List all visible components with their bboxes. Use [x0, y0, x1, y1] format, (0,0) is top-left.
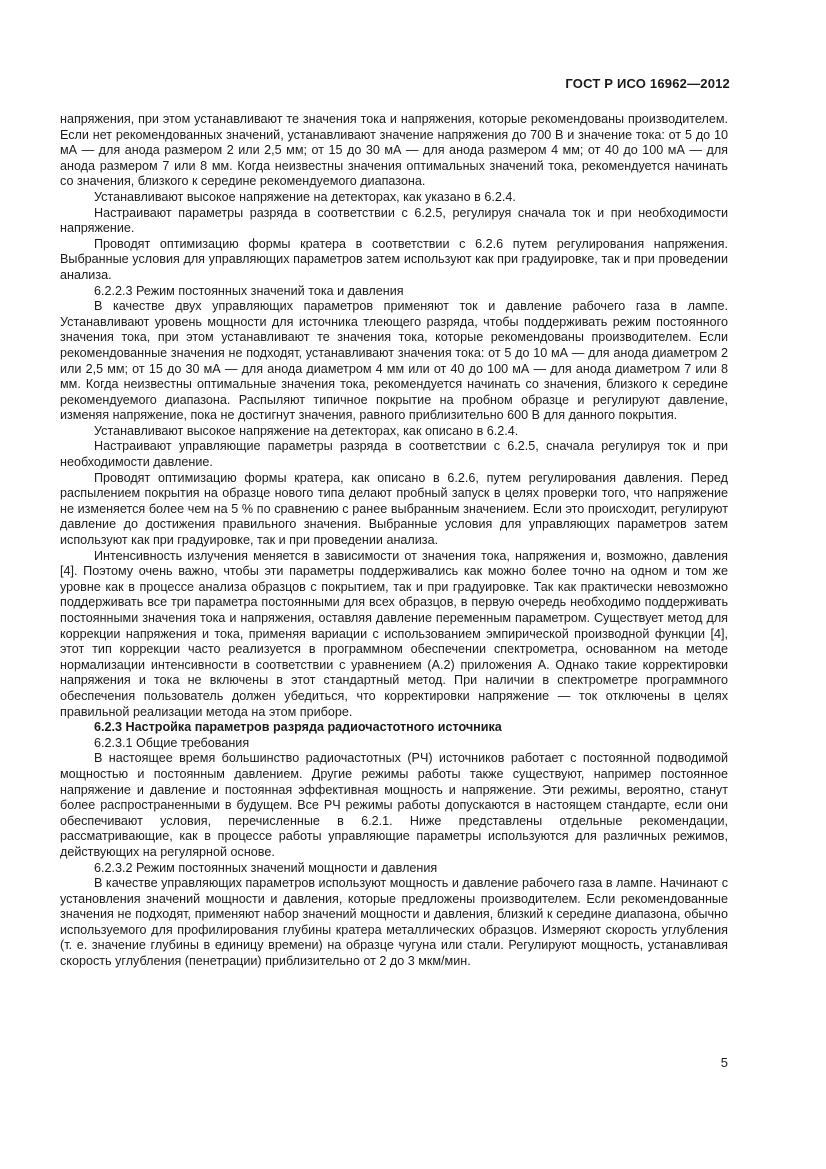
- paragraph: Устанавливают высокое напряжение на детекторах, как описано в 6.2.4.: [94, 423, 519, 438]
- paragraph: Настраивают параметры разряда в соответствии с 6.2.5, регулируя сначала ток и при необходимости напряжение.: [60, 205, 728, 236]
- paragraph: Проводят оптимизацию формы кратера, как описано в 6.2.6, путем регулирования давления. Перед распылением покрытия на образце нового типа делают пробный запуск в целях проверки того, что напряжение не изменяется более чем на 5 % по сравнению с ранее выбранным значением. Если это происходит, регулируют давление до достижения правильного значения. Выбранные условия для управляющих параметров затем используют как при градуировке, так и при проведении анализа.: [60, 470, 728, 548]
- section-heading: 6.2.3 Настройка параметров разряда радиочастотного источника: [94, 720, 502, 735]
- paragraph: Проводят оптимизацию формы кратера в соответствии с 6.2.6 путем регулирования напряжения. Выбранные условия для управляющих параметров затем используют как при градуировке, так и при проведении анализа.: [60, 236, 728, 282]
- paragraph: 6.2.3.2 Режим постоянных значений мощности и давления: [94, 860, 438, 875]
- paragraph: напряжения, при этом устанавливают те значения тока и напряжения, которые рекомендованы производителем. Если нет рекомендованных значений, устанавливают значение напряжения до 700 В и значение тока: от 5 до 10 мА — для анода размером 2 или 2,5 мм; от 15 до 30 мА — для анода размером 4 мм; от 40 до 100 мА — для анода размером 7 или 8 мм. Когда неизвестны значения оптимальных значений тока, рекомендуется начинать со значения, близкого к середине рекомендуемого диапазона.: [60, 112, 728, 189]
- paragraph: 6.2.2.3 Режим постоянных значений тока и давления: [94, 283, 404, 298]
- paragraph: В качестве управляющих параметров используют мощность и давление рабочего газа в лампе. Начинают с установления значений мощности и давления, которые предложены производителем. Если рекомендованные значения не подходят, применяют набор значений мощности и давления, близкий к середине диапазона, обычно используемого для профилирования глубины кратера металлических образцов. Измеряют скорость углубления (т. е. значение глубины в единицу времени) на образце чугуна или стали. Регулируют мощность, устанавливая скорость углубления (пенетрации) приблизительно от 2 до 3 мкм/мин.: [60, 876, 728, 969]
- paragraph: Устанавливают высокое напряжение на детекторах, как указано в 6.2.4.: [94, 189, 516, 204]
- page-number: 5: [720, 1055, 728, 1070]
- paragraph: Интенсивность излучения меняется в зависимости от значения тока, напряжения и, возможно, давления [4]. Поэтому очень важно, чтобы эти параметры поддерживались как можно более точно на одном и том же уровне как в процессе анализа образцов с покрытием, так и при градуировке. Так как практически невозможно поддерживать все три параметра постоянными для всех образцов, в первую очередь необходимо поддерживать постоянными значения тока и напряжения, оставляя давление переменным параметром. Существует метод для коррекции напряжения и тока, применяя вариации с использованием эмпирической производной функции [4], этот тип коррекции часто реализуется в программном обеспечении спектрометра, основанном на методе нормализации интенсивности в соответствии с уравнением (А.2) приложения А. Однако такие корректировки напряжения и тока не включены в этот стандартный метод. При наличии в спектрометре программного обеспечения пользователь должен убедиться, что корректировки напряжение — ток отключены в целях правильной реализации метода на этом приборе.: [60, 548, 728, 719]
- paragraph: В качестве двух управляющих параметров применяют ток и давление рабочего газа в лампе. Устанавливают уровень мощности для источника тлеющего разряда, чтобы поддерживать режим постоянного значения тока, при этом устанавливают те значения тока, которые рекомендованы производителем. Если рекомендованные значения не подходят, устанавливают значения тока: от 5 до 10 мА — для анода диаметром 2 или 2,5 мм; от 15 до 30 мА — для анода диаметром 4 мм или от 40 до 100 мА — для анода диаметром 7 или 8 мм. Когда неизвестны оптимальные значения тока, рекомендуется начинать со значения, близкого к середине рекомендуемого диапазона. Распыляют типичное покрытие на пробном образце и регулируют давление, изменяя напряжение, пока не достигнут значения, равного приблизительно 600 В для данного покрытия.: [60, 299, 728, 423]
- paragraph: 6.2.3.1 Общие требования: [94, 735, 250, 750]
- paragraph: Настраивают управляющие параметры разряда в соответствии с 6.2.5, сначала регулируя ток и при необходимости давление.: [60, 439, 728, 470]
- paragraph: В настоящее время большинство радиочастотных (РЧ) источников работает с постоянной подводимой мощностью и постоянным давлением. Другие режимы работы также существуют, например постоянное напряжение и давление и постоянная эффективная мощность и напряжение. Эти режимы, вероятно, станут более распространенными в будущем. Все РЧ режимы работы допускаются в настоящем стандарте, если они обеспечивают условия, перечисленные в 6.2.1. Ниже представлены отдельные рекомендации, рассматривающие, как в процессе работы управляющие параметры используются для различных режимов, действующих на регулярной основе.: [60, 751, 728, 859]
- document-body: [60, 112, 728, 970]
- document-header: [60, 76, 730, 91]
- standard-id: ГОСТ Р ИСО 16962—2012: [565, 76, 730, 91]
